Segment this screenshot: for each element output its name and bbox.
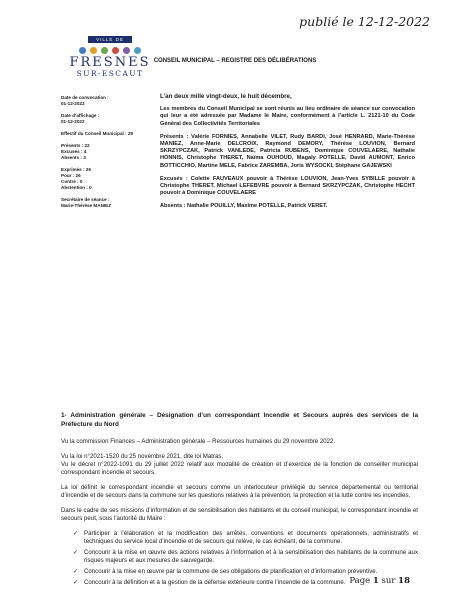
- sur-word: sur: [381, 576, 396, 586]
- excuses-list: Excusés : Colette FAUVEAUX pouvoir à Thérèse LOUVION, Jean-Yves SYBILLE pouvoir à Christophe THERET, Michael LEFEBVRE pouvoir à Bernard SKRZYPCZAK, Christophe HECHT pouvoir à Dominique COUVELAERE: [160, 175, 415, 197]
- list-item: [73, 549, 418, 565]
- list-item: [73, 568, 418, 576]
- logo-town-subname: SUR-ESCAUT: [76, 69, 144, 78]
- convened-paragraph: Les membres du Conseil Municipal se sont réunis au lieu ordinaire de séance sur convocation qui leur a été adressée par Madame le Maire, conformément à l’article L. 2121-10 du Code Général des Collectivités Territoriales: [160, 106, 415, 127]
- loi-definit-paragraph: La loi définit le correspondant incendie et secours comme un interlocuteur privilégié du service départemental ou territorial d’incendie et de secours dans la commune sur les questions relatives à la prévention, la protection et la lutte contre les incendies.: [61, 484, 418, 500]
- town-logo: [60, 28, 160, 78]
- section-title: 1- Administration générale – Désignation d’un correspondant Incendie et Secours auprès des services de la Préfecture du Nord: [61, 412, 418, 428]
- convocation-date: 01-12-2022: [61, 101, 85, 106]
- missions-intro-paragraph: Dans le cadre de ses missions d’information et de sensibilisation des habitants et du conseil municipal, le correspondant incendie et secours peut, sous l’autorité du Maire :: [61, 507, 418, 523]
- checkmark-icon: ✓: [73, 550, 79, 557]
- deliberation-body: [61, 412, 418, 590]
- absents-list: Absents : Nathalie POUILLY, Maxime POTELLE, Patrick VERET.: [160, 203, 328, 210]
- secretaire-name: Marie-Thérèse MANIEZ: [61, 203, 112, 208]
- logo-emblem-icon: [123, 47, 130, 54]
- logo-town-name: FRESNES: [69, 55, 151, 70]
- logo-emblem-icon: [112, 47, 119, 54]
- page-footer: [349, 576, 410, 586]
- logo-ville-de: VILLE DE: [88, 36, 132, 43]
- session-header-text: [160, 93, 415, 217]
- commission-paragraph: Vu la commission Finances – Administration générale – Ressources humaines du 29 novembre 2022.: [61, 438, 336, 446]
- logo-emblem-icon: [134, 47, 141, 54]
- exprimes-count: Exprimés : 26: [61, 167, 91, 172]
- presents-list: Présents : Valérie FORNIES, Annabelle VILET, Rudy BARDI, José HENRARD, Marie-Thérèse MANIEZ, Anne-Marie DELCROIX, Raymond DEMORY, Thérèse LOUVION, Bernard SKRZYPCZAK, Patrick VANLEDE, Patricia RUBENS, Dominique COUVELAERE, Nathalie HONNIS, Christophe THERET, Naïma OUHOUD, Magaly POTELLE, David AUMONT, Enrico BOTTICCHIO, Martine MELE, Fabrice ZAREMBA, Joris WYSOCKI, Stéphane GAJEWSKI: [160, 133, 415, 169]
- logo-emblem-icon: [90, 47, 97, 54]
- vu-decret-paragraph: Vu le décret n°2022-1091 du 29 juillet 2022 relatif aux modalité de création et d’exercice de la fonction de conseiller municipal correspondant incendie et secours.: [61, 461, 418, 477]
- list-item-text: Participer à l’élaboration et la modification des arrêtés, conventions et documents opérationnels, administratifs et techniques du service local d’incendie et de secours qui relève, le cas échéant, de la commune.: [84, 530, 418, 546]
- meeting-info-sidebar: [61, 95, 146, 215]
- list-item: [73, 530, 418, 546]
- list-item-text: Concourir à la définition et à la gestion de la défense extérieure contre l’incendie de la commune.: [84, 579, 346, 587]
- page-total: 18: [398, 576, 410, 586]
- checkmark-icon: ✓: [73, 531, 79, 538]
- checkmark-icon: ✓: [73, 569, 79, 576]
- affichage-date: 01-12-2022: [61, 119, 85, 124]
- contre-count: Contre : 0: [61, 179, 83, 184]
- list-item-text: Concourir à la mise en œuvre par la commune de ses obligations de planification et d’information préventive.: [84, 568, 378, 576]
- logo-emblem-icon: [79, 47, 86, 54]
- document-title: CONSEIL MUNICIPAL – REGISTRE DES DÉLIBÉRATIONS: [153, 58, 317, 64]
- logo-emblem-icon: [101, 47, 108, 54]
- checkmark-icon: ✓: [73, 580, 79, 587]
- abstention-count: Abstention : 0: [61, 185, 92, 190]
- publication-stamp: publié le 12-12-2022: [299, 14, 430, 29]
- affichage-label: Date d’affichage :: [61, 113, 100, 118]
- excuses-count: Excusés : 4: [61, 149, 87, 154]
- logo-emblem-icons: [60, 47, 160, 54]
- vu-loi-paragraph: Vu la loi n°2021-1520 du 25 novembre 2021, dite loi Matras,: [61, 453, 224, 461]
- list-item-text: Concourir à la mise en œuvre des actions relatives à l’information et à la sensibilisation des habitants de la commune aux risques majeurs et aux mesures de sauvegarde.: [84, 549, 418, 565]
- absents-count: Absents : 3: [61, 155, 86, 160]
- page-word: Page: [349, 576, 371, 586]
- effectif-label: Effectif du Conseil Municipal : 29: [61, 131, 133, 136]
- session-intro: L’an deux mille vingt-deux, le huit décembre,: [160, 93, 292, 100]
- convocation-label: Date de convocation :: [61, 95, 109, 100]
- pour-count: Pour : 26: [61, 173, 81, 178]
- page-number: 1: [372, 576, 379, 586]
- presents-count: Présents : 22: [61, 143, 90, 148]
- secretaire-label: Secrétaire de séance :: [61, 197, 110, 202]
